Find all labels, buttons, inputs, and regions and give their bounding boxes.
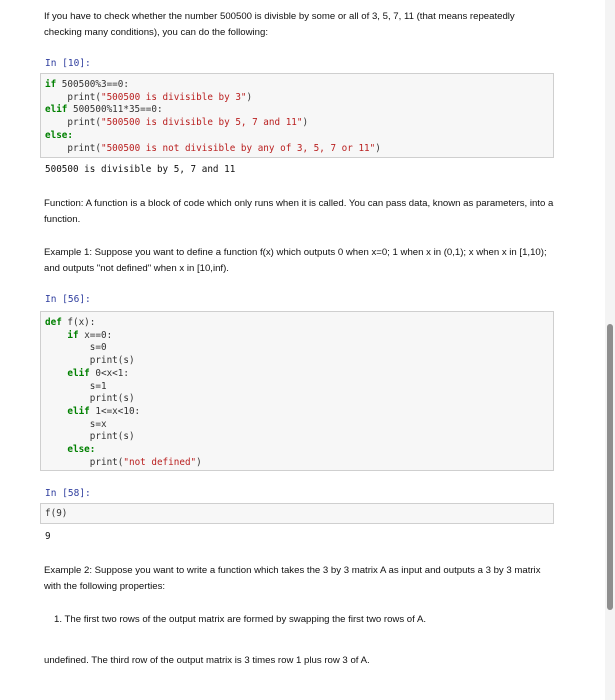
intro-text: If you have to check whether the number 500500 is divisble by some or all of 3, 5, 7, 11 (that means repeatedly checking many conditions), you can do the following:	[44, 11, 515, 38]
code-assign: s=1	[89, 380, 107, 392]
cell-58-code[interactable]	[40, 503, 554, 524]
function-text: Function: A function is a block of code which only runs when it is called. You can pass data, known as parameters, into a function.	[44, 198, 554, 225]
code-string: "500500 is not divisible by any of 3, 5, 7 or 11"	[100, 142, 376, 154]
code-assign: s=0	[89, 342, 107, 354]
code-print: print(	[89, 456, 124, 468]
code-print: print(s)	[89, 393, 135, 405]
example-2-text: Example 2: Suppose you want to write a function which takes the 3 by 3 matrix A as input and outputs a 3 by 3 matrix with the following properties:	[44, 565, 541, 592]
code-condition: 500500%11*35==0:	[67, 104, 163, 116]
code-print: print(	[45, 91, 101, 103]
code-print: print(	[45, 117, 101, 129]
code-condition: 1<=x<10:	[89, 405, 141, 417]
cell-10-prompt: In [10]:	[45, 58, 91, 69]
keyword-elif: elif	[67, 367, 90, 379]
undefined-text: undefined. The third row of the output matrix is 3 times row 1 plus row 3 of A.	[44, 655, 370, 666]
code-assign: s=x	[89, 418, 107, 430]
code-paren: )	[302, 117, 309, 129]
cell-56-code[interactable]: def f(x): if x==0: s=0 print(s) elif 0<x<1: s=1 print(s) elif 1<=x<10: s=x print(s) else: print("not defined")	[40, 311, 554, 471]
cell-58-prompt: In [58]:	[45, 488, 91, 499]
code-string: "500500 is divisible by 5, 7 and 11"	[100, 117, 303, 129]
keyword-elif: elif	[45, 104, 68, 116]
keyword-else: else	[67, 444, 90, 456]
keyword-if: if	[45, 79, 57, 90]
code-condition: 500500%3==0:	[56, 79, 129, 90]
keyword-if: if	[67, 329, 79, 341]
code-string: "500500 is divisible by 3"	[100, 91, 247, 103]
code-paren: )	[375, 142, 381, 154]
code-signature: f(x):	[61, 317, 96, 328]
code-print: print(s)	[89, 355, 135, 367]
keyword-else: else	[45, 129, 68, 141]
code-paren: )	[246, 91, 253, 103]
vertical-scrollbar[interactable]	[605, 0, 615, 700]
keyword-elif: elif	[67, 405, 90, 417]
code-condition: x==0:	[78, 329, 113, 341]
scrollbar-thumb[interactable]	[607, 324, 613, 610]
example-1-text: Example 1: Suppose you want to define a function f(x) which outputs 0 when x=0; 1 when x in (0,1); x when x in [1,10); and outputs "not defined" when x in [10,inf).	[44, 247, 547, 274]
cell-10-output: 500500 is divisible by 5, 7 and 11	[45, 164, 236, 175]
code-print: print(s)	[89, 431, 135, 443]
code-condition: 0<x<1:	[89, 367, 129, 379]
code-paren: )	[196, 456, 202, 468]
keyword-def: def	[45, 317, 62, 328]
cell-58-code-text: f(9)	[45, 508, 68, 519]
code-string: "not defined"	[123, 456, 197, 468]
cell-56-prompt: In [56]:	[45, 294, 91, 305]
cell-10-code[interactable]: if 500500%3==0: print("500500 is divisible by 3") elif 500500%11*35==0: print("500500 is divisible by 5, 7 and 11") else: print("500500 is not divisible by any of 3, 5, 7 or 11")	[40, 73, 554, 158]
cell-58-output: 9	[45, 531, 51, 542]
list-item-1: 1. The first two rows of the output matrix are formed by swapping the first two rows of A.	[54, 614, 427, 625]
code-print: print(	[45, 142, 101, 154]
